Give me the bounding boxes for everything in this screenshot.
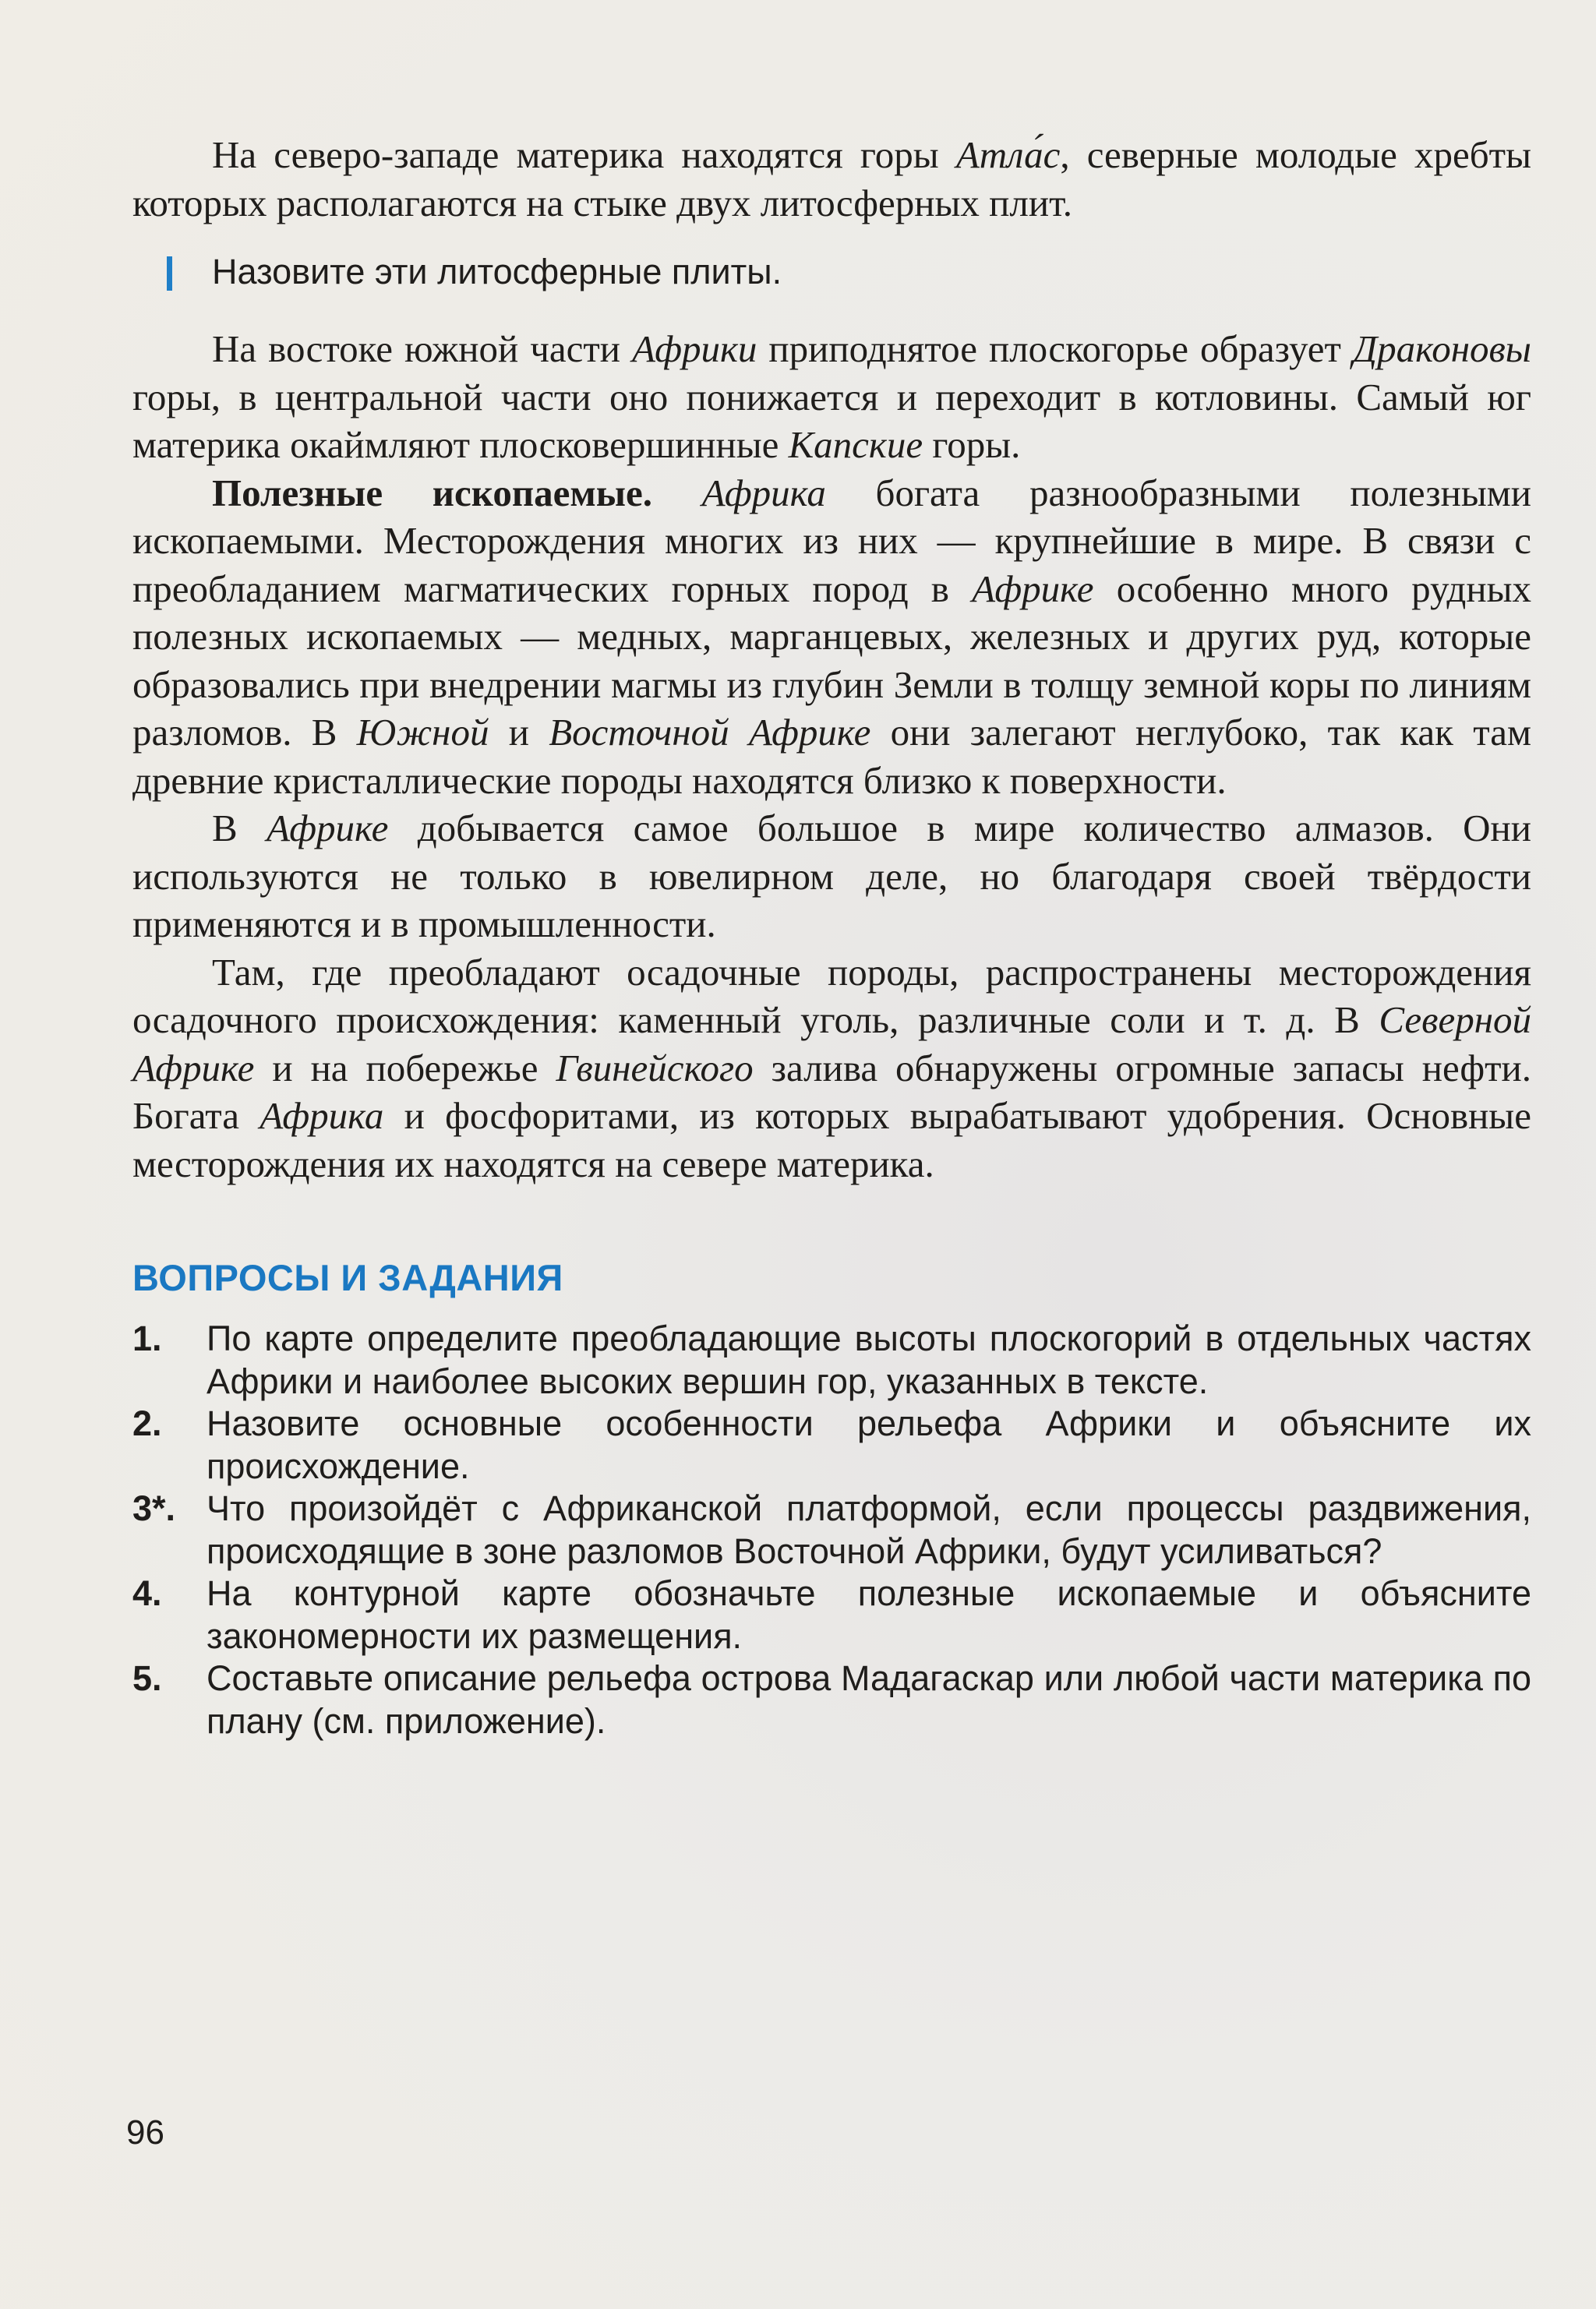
task-text: Назовите основные особенности рельефа Африки и объясните их происхождение. (207, 1403, 1531, 1486)
task-text: По карте определите преобладающие высоты плоскогорий в отдельных частях Африки и наиболее высоких вершин гор, указанных в тексте. (207, 1319, 1531, 1401)
task-number: 1. (132, 1319, 162, 1358)
inline-question (132, 250, 1531, 294)
task-item (132, 1403, 1531, 1488)
task-item (132, 1318, 1531, 1403)
task-list (132, 1318, 1531, 1742)
task-number: 2. (132, 1403, 162, 1443)
paragraph-minerals: Полезные ископаемые. Африка богата разнообразными полезными ископаемыми. Месторождения многих из них — крупнейшие в мире. В связи с преобладанием магматических горных пород в Африке особенно много рудных полезных ископаемых — медных, марганцевых, железных и других руд, которые образовались при внедрении магмы из глубин Земли в толщу земной коры по линиям разломов. В Южной и Восточной Африке они залегают неглубоко, так как там древние кристаллические породы находятся близко к поверхности. (132, 471, 1531, 802)
task-text: Составьте описание рельефа острова Мадагаскар или любой части материка по плану (см. приложение). (207, 1658, 1531, 1741)
task-text: На контурной карте обозначьте полезные ископаемые и объясните закономерности их размещения. (207, 1573, 1531, 1656)
task-number: 4. (132, 1573, 162, 1613)
task-text: Что произойдёт с Африканской платформой, если процессы раздвижения, происходящие в зоне разломов Восточной Африки, будут усиливаться? (207, 1488, 1531, 1571)
paragraph-atlas: На северо-западе материка находятся горы Атла́с, северные молодые хребты которых располагаются на стыке двух литосферных плит. (132, 133, 1531, 224)
section-heading-questions: ВОПРОСЫ И ЗАДАНИЯ (132, 1257, 563, 1298)
task-item (132, 1573, 1531, 1658)
task-number: 3*. (132, 1488, 176, 1528)
page-number: 96 (126, 2113, 164, 2152)
task-number: 5. (132, 1658, 162, 1698)
paragraph-drakensberg: На востоке южной части Африки приподнятое плоскогорье образует Драконовы горы, в центральной части оно понижается и переходит в котловины. Самый юг материка окаймляют плосковершинные Капские горы. (132, 327, 1531, 466)
task-item (132, 1488, 1531, 1573)
paragraph-sedimentary: Там, где преобладают осадочные породы, распространены месторождения осадочного происхождения: каменный уголь, различные соли и т. д. В Северной Африке и на побережье Гвинейского залива обнаружены огромные запасы нефти. Богата Африка и фосфоритами, из которых вырабатывают удобрения. Основные месторождения их находятся на севере материка. (132, 950, 1532, 1185)
question-marker-bar (167, 256, 172, 291)
task-item (132, 1658, 1531, 1742)
main-text (132, 131, 1531, 1742)
paragraph-diamonds: В Африке добывается самое большое в мире количество алмазов. Они используются не только в ювелирном деле, но благодаря своей твёрдости применяются и в промышленности. (132, 807, 1531, 945)
question-text: Назовите эти литосферные плиты. (212, 252, 782, 291)
